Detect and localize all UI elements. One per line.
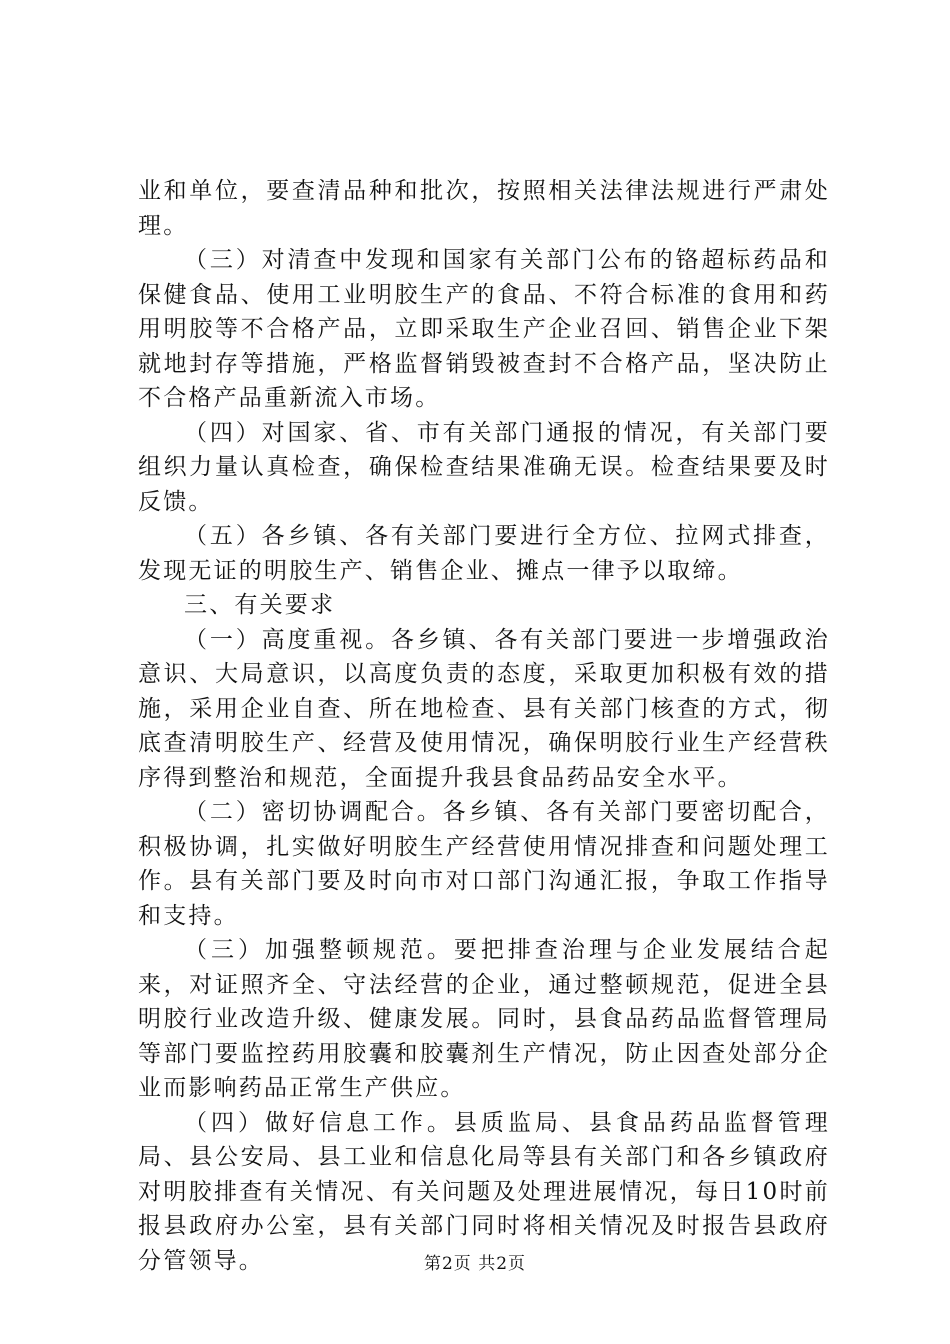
section-heading: 三、有关要求 <box>184 592 336 618</box>
paragraph-requirement-1: （一）高度重视。各乡镇、各有关部门要进一步增强政治意识、大局意识，以高度负责的态度，采取更加积极有效的措施，采用企业自查、所在地检查、县有关部门核查的方式，彻底查清明胶生产、经营及使用情况，确保明胶行业生产经营秩序得到整治和规范，全面提升我县食品药品安全水平。 <box>138 626 830 791</box>
paragraph-requirement-2: （二）密切协调配合。各乡镇、各有关部门要密切配合，积极协调，扎实做好明胶生产经营使用情况排查和问题处理工作。县有关部门要及时向市对口部门沟通汇报，争取工作指导和支持。 <box>138 799 830 929</box>
paragraph-requirement-4: （四）做好信息工作。县质监局、县食品药品监督管理局、县公安局、县工业和信息化局等县有关部门和各乡镇政府对明胶排查有关情况、有关问题及处理进展情况，每日10时前报县政府办公室，县有关部门同时将相关情况及时报告县政府分管领导。 <box>138 1109 830 1274</box>
paragraph-continued: 业和单位，要查清品种和批次，按照相关法律法规进行严肃处理。 <box>138 178 830 239</box>
paragraph-item-3: （三）对清查中发现和国家有关部门公布的铬超标药品和保健食品、使用工业明胶生产的食品、不符合标准的食用和药用明胶等不合格产品，立即采取生产企业召回、销售企业下架就地封存等措施，严格监督销毁被查封不合格产品，坚决防止不合格产品重新流入市场。 <box>138 247 830 411</box>
paragraph-requirement-3: （三）加强整顿规范。要把排查治理与企业发展结合起来，对证照齐全、守法经营的企业，通过整顿规范，促进全县明胶行业改造升级、健康发展。同时，县食品药品监督管理局等部门要监控药用胶囊和胶囊剂生产情况，防止因查处部分企业而影响药品正常生产供应。 <box>138 937 830 1101</box>
paragraph-item-5: （五）各乡镇、各有关部门要进行全方位、拉网式排查，发现无证的明胶生产、销售企业、摊点一律予以取缔。 <box>138 523 830 584</box>
paragraph-item-4: （四）对国家、省、市有关部门通报的情况，有关部门要组织力量认真检查，确保检查结果准确无误。检查结果要及时反馈。 <box>138 419 830 515</box>
document-body <box>138 174 830 1278</box>
page-number-footer: 第2页 共2页 <box>423 1254 527 1274</box>
